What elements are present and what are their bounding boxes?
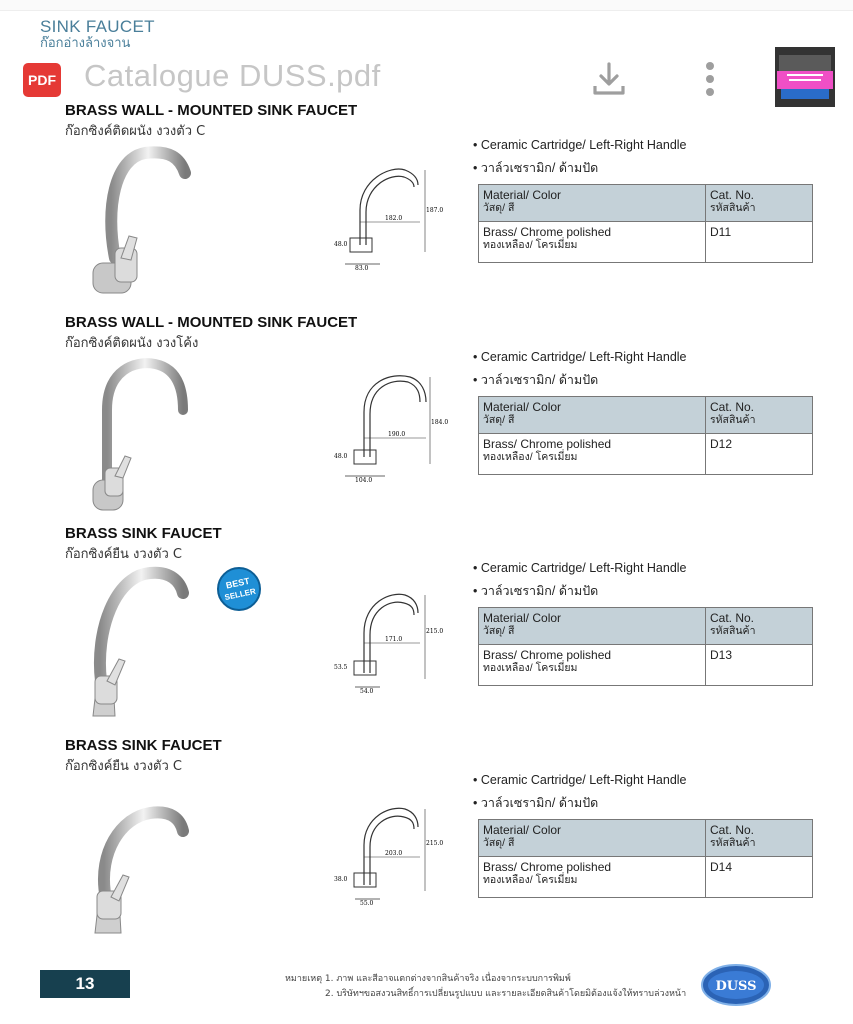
dim-a: 171.0 <box>385 636 403 643</box>
material-th: ทองเหลือง/ โครเมี่ยม <box>483 874 578 886</box>
cat-no: D12 <box>710 437 733 451</box>
dim-d: 55.0 <box>360 900 374 907</box>
material-th: ทองเหลือง/ โครเมี่ยม <box>483 239 578 251</box>
product-subtitle: ก๊อกซิงค์ยืน งวงตัว C <box>65 547 182 562</box>
dim-c: 48.0 <box>334 453 348 460</box>
material-en: Brass/ Chrome polished <box>483 437 612 451</box>
header-catno-en: Cat. No. <box>710 611 755 625</box>
dim-d: 83.0 <box>355 265 369 272</box>
faucet-photo <box>75 561 205 721</box>
spec-table <box>478 396 813 475</box>
product-card <box>0 737 853 947</box>
top-bar <box>0 0 853 11</box>
best-seller-badge <box>215 565 263 613</box>
technical-drawing <box>330 372 449 484</box>
spec-table <box>478 184 813 263</box>
header-catno-th: รหัสสินค้า <box>710 625 756 637</box>
product-title: BRASS SINK FAUCET <box>65 525 222 542</box>
more-vert-icon[interactable] <box>702 60 718 98</box>
technical-drawing <box>330 160 444 272</box>
spec-table <box>478 607 813 686</box>
feature-list <box>473 769 687 815</box>
header-material-en: Material/ Color <box>483 611 562 625</box>
product-card <box>0 314 853 524</box>
dim-d: 104.0 <box>355 477 373 484</box>
technical-drawing <box>330 795 444 907</box>
product-card <box>0 525 853 735</box>
header-catno-en: Cat. No. <box>710 823 755 837</box>
duss-logo-text: DUSS <box>715 979 757 994</box>
feature-item: • Ceramic Cartridge/ Left-Right Handle <box>473 557 687 580</box>
dim-c: 48.0 <box>334 241 348 248</box>
header-catno-th: รหัสสินค้า <box>710 414 756 426</box>
footer-note <box>285 972 686 1002</box>
faucet-photo <box>75 138 205 298</box>
cat-no: D11 <box>710 225 732 239</box>
material-th: ทองเหลือง/ โครเมี่ยม <box>483 451 578 463</box>
dim-a: 203.0 <box>385 850 403 857</box>
dim-b: 187.0 <box>426 207 444 214</box>
feature-item: • Ceramic Cartridge/ Left-Right Handle <box>473 346 687 369</box>
header-catno-th: รหัสสินค้า <box>710 202 756 214</box>
dim-d: 54.0 <box>360 688 374 695</box>
product-card <box>0 102 853 312</box>
feature-item: • Ceramic Cartridge/ Left-Right Handle <box>473 134 687 157</box>
footer-note-2: 2. บริษัทฯขอสงวนสิทธิ์การเปลี่ยนรูปแบบ และรายละเอียดสินค้าโดยมิต้องแจ้งให้ทราบล่วงหน้า <box>325 989 687 999</box>
svg-text:SELLER: SELLER <box>223 586 257 603</box>
feature-list <box>473 134 687 180</box>
header-material-en: Material/ Color <box>483 188 562 202</box>
feature-list <box>473 346 687 392</box>
spec-table <box>478 819 813 898</box>
product-subtitle: ก๊อกซิงค์ยืน งวงตัว C <box>65 759 182 774</box>
faucet-photo <box>75 350 205 510</box>
feature-item: • Ceramic Cartridge/ Left-Right Handle <box>473 769 687 792</box>
download-icon[interactable] <box>590 60 628 98</box>
feature-item: • วาล์วเซรามิก/ ด้ามปัด <box>473 369 687 392</box>
cat-no: D13 <box>710 648 733 662</box>
feature-item: • วาล์วเซรามิก/ ด้ามปัด <box>473 157 687 180</box>
feature-item: • วาล์วเซรามิก/ ด้ามปัด <box>473 792 687 815</box>
dim-a: 190.0 <box>388 431 406 438</box>
faucet-photo <box>75 773 205 933</box>
svg-text:BEST: BEST <box>224 575 251 591</box>
avatar[interactable] <box>775 47 835 107</box>
product-title: BRASS SINK FAUCET <box>65 737 222 754</box>
duss-logo <box>700 962 772 1008</box>
product-subtitle: ก๊อกซิงค์ติดผนัง งวงตัว C <box>65 124 206 139</box>
feature-item: • วาล์วเซรามิก/ ด้ามปัด <box>473 580 687 603</box>
material-en: Brass/ Chrome polished <box>483 225 612 239</box>
dim-c: 53.5 <box>334 664 348 671</box>
product-subtitle: ก๊อกซิงค์ติดผนัง งวงโค้ง <box>65 336 199 351</box>
cat-no: D14 <box>710 860 733 874</box>
pdf-badge: PDF <box>23 63 61 97</box>
material-th: ทองเหลือง/ โครเมี่ยม <box>483 662 578 674</box>
dim-b: 184.0 <box>431 419 449 426</box>
material-en: Brass/ Chrome polished <box>483 648 612 662</box>
dim-c: 38.0 <box>334 876 348 883</box>
header-material-th: วัสดุ/ สี <box>483 202 515 214</box>
material-en: Brass/ Chrome polished <box>483 860 612 874</box>
header-catno-th: รหัสสินค้า <box>710 837 756 849</box>
feature-list <box>473 557 687 603</box>
header-material-th: วัสดุ/ สี <box>483 625 515 637</box>
header-material-th: วัสดุ/ สี <box>483 837 515 849</box>
technical-drawing <box>330 583 444 695</box>
dim-b: 215.0 <box>426 840 444 847</box>
dim-b: 215.0 <box>426 628 444 635</box>
product-title: BRASS WALL - MOUNTED SINK FAUCET <box>65 314 358 331</box>
footer-note-1: หมายเหตุ 1. ภาพ และสีอาจแตกต่างจากสินค้าจริง เนื่องจากระบบการพิมพ์ <box>285 974 571 984</box>
page-header-en: SINK FAUCET <box>40 17 155 36</box>
page-header <box>40 17 155 52</box>
header-material-en: Material/ Color <box>483 823 562 837</box>
dim-a: 182.0 <box>385 215 403 222</box>
header-catno-en: Cat. No. <box>710 188 755 202</box>
header-material-th: วัสดุ/ สี <box>483 414 515 426</box>
header-catno-en: Cat. No. <box>710 400 755 414</box>
header-material-en: Material/ Color <box>483 400 562 414</box>
file-name: Catalogue DUSS.pdf <box>84 58 381 93</box>
page-header-th: ก๊อกอ่างล้างจาน <box>40 36 131 51</box>
product-title: BRASS WALL - MOUNTED SINK FAUCET <box>65 102 358 119</box>
page-number: 13 <box>40 970 130 998</box>
